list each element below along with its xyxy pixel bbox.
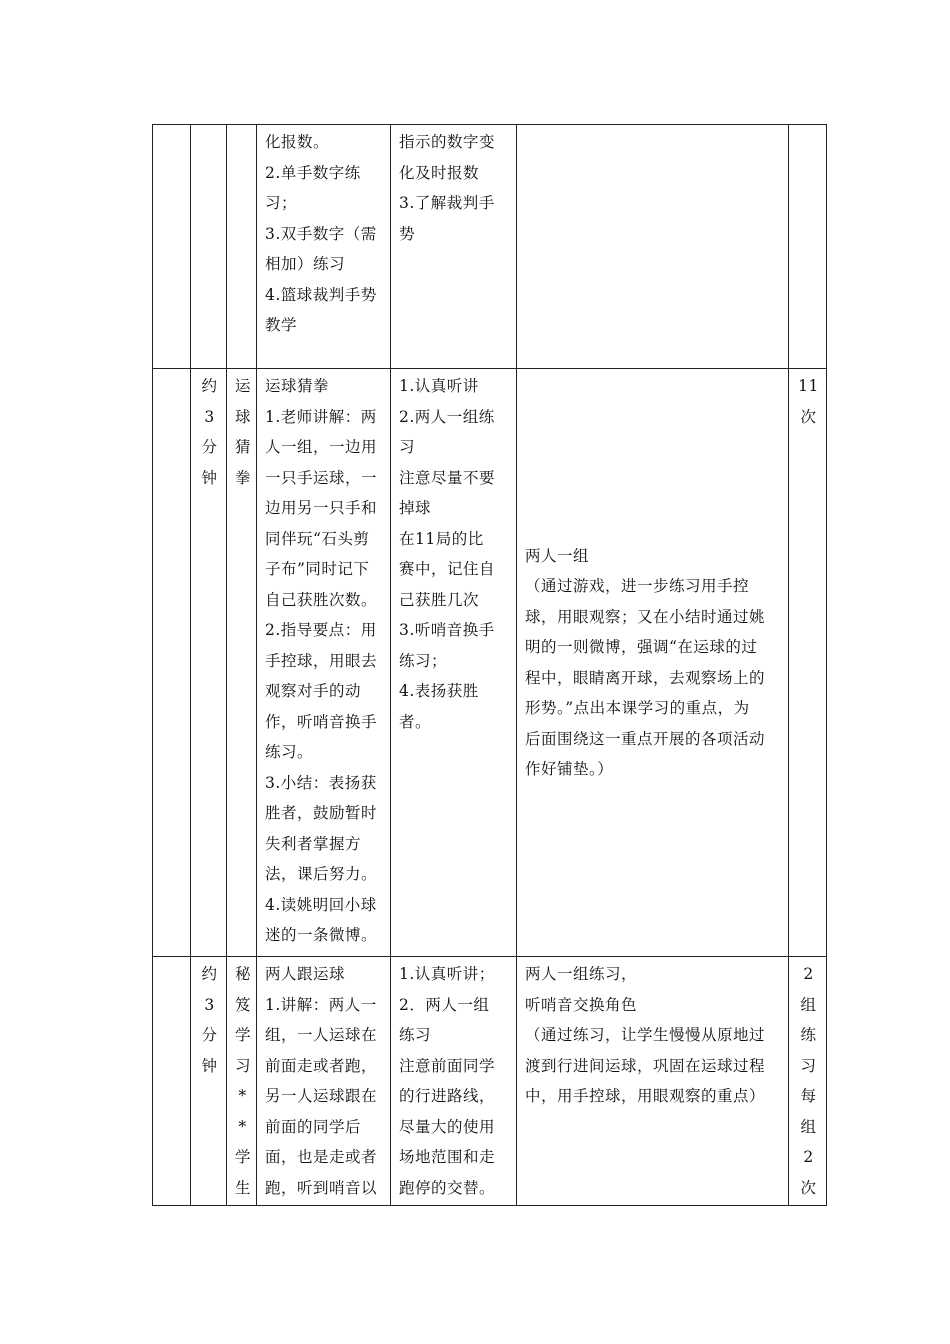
student-cell-line: 尽量大的使用 bbox=[399, 1117, 496, 1136]
content-cell-line: 跑，听到哨音以 bbox=[265, 1178, 378, 1197]
activity-cell bbox=[227, 957, 257, 1206]
student-cell-line: 在11局的比 bbox=[399, 529, 484, 548]
content-cell-line: 教学 bbox=[265, 316, 298, 334]
table-row bbox=[153, 957, 827, 1206]
content-cell-line: 2.指导要点：用 bbox=[265, 621, 377, 639]
time-cell-line: 约 bbox=[201, 377, 218, 395]
time-cell bbox=[191, 125, 227, 369]
time-cell-line: 分 bbox=[201, 1026, 218, 1044]
count-cell-line: 次 bbox=[800, 1178, 817, 1197]
content-cell-line: 相加）练习 bbox=[265, 255, 346, 273]
time-cell-line: 钟 bbox=[201, 1056, 218, 1075]
content-cell-line: 4.篮球裁判手势 bbox=[265, 285, 377, 304]
content-cell-line: 人一组，一边用 bbox=[265, 438, 378, 456]
count-cell-line: 组 bbox=[800, 1117, 817, 1136]
count-cell-line: 次 bbox=[800, 407, 817, 426]
activity-cell bbox=[227, 369, 257, 957]
content-cell-line: 习； bbox=[265, 194, 298, 212]
student-cell-line: 3.了解裁判手 bbox=[399, 194, 495, 212]
content-cell-line: 面，也是走或者 bbox=[265, 1148, 378, 1166]
student-cell-line: 4.表扬获胜 bbox=[399, 682, 479, 700]
count-cell bbox=[789, 125, 827, 369]
student-cell-line: 1.认真听讲 bbox=[399, 377, 479, 395]
count-cell bbox=[789, 957, 827, 1206]
activity-cell-line: 运 bbox=[235, 377, 252, 395]
student-cell-line: 指示的数字变 bbox=[399, 133, 496, 151]
content-cell-line: 子布”同时记下 bbox=[265, 560, 370, 578]
student-cell bbox=[391, 369, 517, 957]
content-cell-line: 4.读姚明回小球 bbox=[265, 895, 377, 914]
content-cell-line: 前面的同学后 bbox=[265, 1117, 362, 1136]
content-cell-line: 1.老师讲解：两 bbox=[265, 407, 377, 426]
student-cell-line: 赛中，记住自 bbox=[399, 560, 496, 578]
student-cell bbox=[391, 957, 517, 1206]
time-cell-line: 3 bbox=[204, 407, 215, 426]
time-cell-line: 约 bbox=[201, 965, 218, 983]
student-cell-line: 跑停的交替。 bbox=[399, 1178, 496, 1197]
blank-column-cell bbox=[153, 957, 191, 1206]
content-cell-line: 手控球，用眼去 bbox=[265, 651, 378, 670]
time-cell-line: 分 bbox=[201, 438, 218, 456]
activity-cell-line: 秘 bbox=[235, 965, 252, 983]
activity-cell bbox=[227, 125, 257, 369]
time-cell bbox=[191, 957, 227, 1206]
content-cell-line: 观察对手的动 bbox=[265, 682, 362, 700]
student-cell-line: 1.认真听讲； bbox=[399, 965, 495, 983]
content-cell-line: 法，课后努力。 bbox=[265, 865, 378, 883]
student-cell-line: 的行进路线， bbox=[399, 1087, 496, 1105]
time-cell-line: 钟 bbox=[201, 468, 218, 487]
content-cell-line: 1.讲解：两人一 bbox=[265, 995, 377, 1014]
content-cell-line: 3.小结：表扬获 bbox=[265, 773, 377, 792]
notes-cell-line: （通过游戏，进一步练习用手控 bbox=[525, 577, 750, 595]
student-cell-line: 注意尽量不要 bbox=[399, 468, 496, 487]
content-cell bbox=[257, 957, 391, 1206]
student-cell-line: 化及时报数 bbox=[399, 163, 480, 182]
content-cell-line: 化报数。 bbox=[265, 133, 330, 151]
notes-cell bbox=[517, 125, 789, 369]
time-cell bbox=[191, 369, 227, 957]
count-cell-line: 组 bbox=[800, 995, 817, 1014]
content-cell-line: 同伴玩“石头剪 bbox=[265, 529, 370, 548]
content-cell-line: 2.单手数字练 bbox=[265, 163, 361, 182]
notes-cell bbox=[517, 957, 789, 1206]
student-cell bbox=[391, 125, 517, 369]
student-cell-line: 势 bbox=[399, 224, 416, 243]
count-cell-line: 11 bbox=[798, 377, 819, 395]
count-cell-line: 练 bbox=[800, 1026, 817, 1044]
content-cell-line: 运球猜拳 bbox=[265, 377, 330, 395]
count-cell-line: 2 bbox=[803, 965, 814, 983]
student-cell-line: 者。 bbox=[399, 712, 432, 731]
notes-cell-line: 两人一组练习， bbox=[525, 965, 638, 983]
activity-cell-line: * bbox=[238, 1087, 247, 1105]
student-cell-line: 己获胜几次 bbox=[399, 590, 480, 609]
content-cell-line: 迷的一条微博。 bbox=[265, 926, 378, 944]
student-cell-line: 掉球 bbox=[399, 499, 432, 517]
student-cell-line: 习 bbox=[399, 438, 416, 456]
content-cell-line: 另一人运球跟在 bbox=[265, 1087, 378, 1105]
activity-cell-line: 拳 bbox=[235, 468, 252, 487]
student-cell-line: 练习； bbox=[399, 651, 448, 670]
activity-cell-line: 习 bbox=[235, 1056, 252, 1075]
activity-cell-line: 猜 bbox=[235, 438, 252, 456]
notes-cell-line: （通过练习，让学生慢慢从原地过 bbox=[525, 1026, 766, 1044]
content-cell-line: 胜者，鼓励暂时 bbox=[265, 804, 378, 822]
blank-column-cell bbox=[153, 369, 191, 957]
content-cell-line: 练习。 bbox=[265, 743, 314, 761]
table-row bbox=[153, 125, 827, 369]
count-cell-line: 2 bbox=[803, 1148, 814, 1166]
student-cell-line: 2．两人一组 bbox=[399, 995, 490, 1014]
activity-cell-line: 学 bbox=[235, 1148, 252, 1166]
notes-cell-line: 中，用手控球，用眼观察的重点） bbox=[525, 1087, 766, 1105]
activity-cell-line: 笈 bbox=[235, 995, 252, 1014]
time-cell-line: 3 bbox=[204, 995, 215, 1014]
student-cell-line: 3.听哨音换手 bbox=[399, 621, 495, 639]
content-cell bbox=[257, 369, 391, 957]
activity-cell-line: 学 bbox=[235, 1026, 252, 1044]
notes-cell-line: 球，用眼观察；又在小结时通过姚 bbox=[525, 607, 766, 626]
activity-cell-line: * bbox=[238, 1117, 247, 1136]
count-cell-line: 习 bbox=[800, 1056, 817, 1075]
content-cell-line: 失利者掌握方 bbox=[265, 834, 362, 853]
notes-cell-line: 作好铺垫。） bbox=[525, 760, 614, 778]
content-cell-line: 作，听哨音换手 bbox=[265, 712, 378, 731]
activity-cell-line: 球 bbox=[235, 407, 252, 426]
student-cell-line: 2.两人一组练 bbox=[399, 407, 495, 426]
content-cell-line: 3.双手数字（需 bbox=[265, 224, 377, 243]
lesson-plan-table bbox=[152, 124, 827, 1206]
content-cell-line: 两人跟运球 bbox=[265, 965, 346, 983]
blank-column-cell bbox=[153, 125, 191, 369]
notes-cell-line: 程中，眼睛离开球，去观察场上的 bbox=[525, 668, 766, 687]
count-cell-line: 每 bbox=[800, 1087, 817, 1105]
student-cell-line: 练习 bbox=[399, 1026, 432, 1044]
content-cell-line: 自己获胜次数。 bbox=[265, 590, 378, 609]
content-cell bbox=[257, 125, 391, 369]
notes-cell bbox=[517, 369, 789, 957]
activity-cell-line: 生 bbox=[235, 1178, 252, 1197]
student-cell-line: 场地范围和走 bbox=[399, 1148, 496, 1166]
table-row bbox=[153, 369, 827, 957]
student-cell-line: 注意前面同学 bbox=[399, 1056, 496, 1075]
notes-cell-line: 明的一则微博，强调“在运球的过 bbox=[525, 638, 758, 656]
table-body bbox=[153, 125, 827, 1206]
notes-cell-line: 渡到行进间运球，巩固在运球过程 bbox=[525, 1056, 766, 1075]
content-cell-line: 组，一人运球在 bbox=[265, 1026, 378, 1044]
notes-cell-line: 形势。”点出本课学习的重点，为 bbox=[525, 699, 750, 717]
notes-cell-line: 听哨音交换角色 bbox=[525, 995, 638, 1014]
content-cell-line: 一只手运球，一 bbox=[265, 468, 378, 487]
notes-cell-line: 后面围绕这一重点开展的各项活动 bbox=[525, 729, 766, 748]
count-cell bbox=[789, 369, 827, 957]
content-cell-line: 前面走或者跑， bbox=[265, 1056, 378, 1075]
notes-cell-line: 两人一组 bbox=[525, 546, 590, 565]
content-cell-line: 边用另一只手和 bbox=[265, 499, 378, 517]
